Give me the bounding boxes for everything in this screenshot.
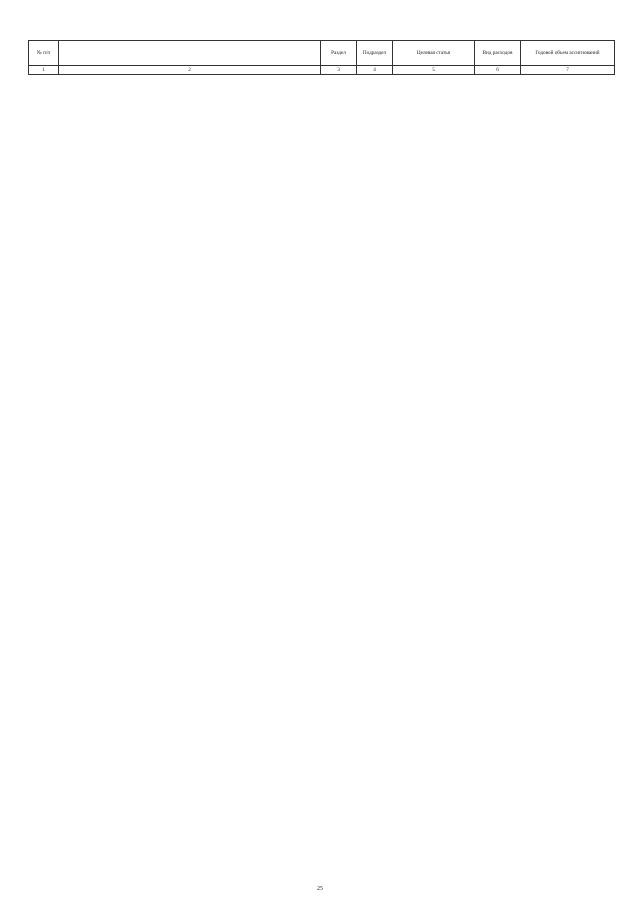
col-num: 6 [475, 66, 521, 75]
col-num: 4 [357, 66, 393, 75]
col-num: 2 [59, 66, 321, 75]
col-num: 1 [29, 66, 59, 75]
header-expense-type: Вид расходов [475, 41, 521, 66]
column-number-row [29, 66, 615, 75]
header-name [59, 41, 321, 66]
header-annual-volume: Годовой объем ассигнований [521, 41, 615, 66]
header-no: № п/п [29, 41, 59, 66]
header-subsection: Подраздел [357, 41, 393, 66]
budget-table [28, 40, 615, 75]
table-header-row [29, 41, 615, 66]
budget-table-sheet [28, 40, 614, 75]
col-num: 7 [521, 66, 615, 75]
header-section: Раздел [321, 41, 357, 66]
page-number: 25 [317, 886, 323, 892]
header-target-article: Целевая статья [393, 41, 475, 66]
col-num: 3 [321, 66, 357, 75]
col-num: 5 [393, 66, 475, 75]
